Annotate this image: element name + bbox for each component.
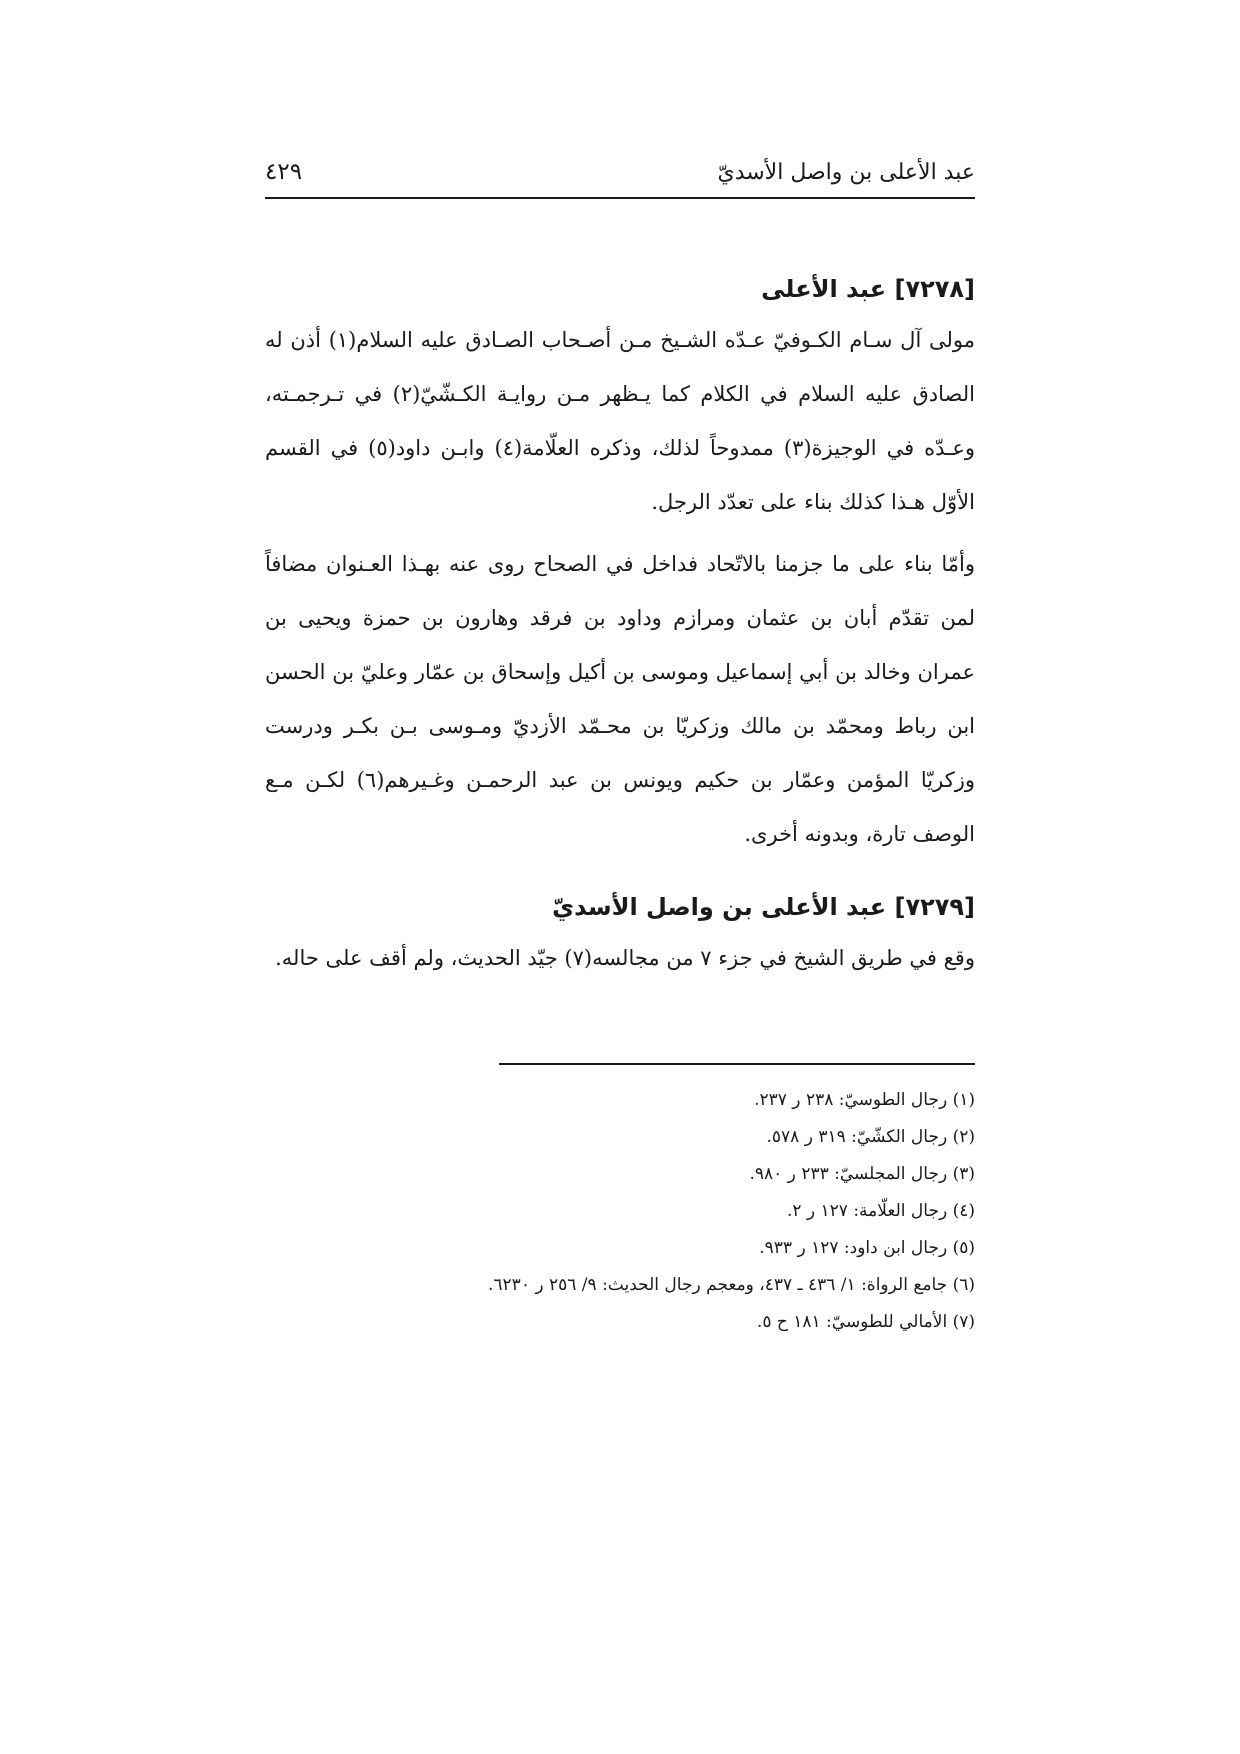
entry-paragraph: وقع في طريق الشيخ في جزء ٧ من مجالسه(٧) جيّد الحديث، ولم أقف على حاله. <box>275 946 975 970</box>
page-number: ٤٢٩ <box>265 159 303 185</box>
entry-7278 <box>265 265 975 861</box>
footnote: (٦) جامع الرواة: ١/ ٤٣٦ ـ ٤٣٧، ومعجم رجال الحديث: ٩/ ٢٥٦ ر ٦٢٣٠. <box>488 1275 975 1295</box>
running-header <box>265 150 975 194</box>
footnote: (١) رجال الطوسيّ: ٢٣٨ ر ٢٣٧. <box>754 1090 975 1110</box>
entry-heading: [٧٢٧٩] عبد الأعلى بن واصل الأسديّ <box>552 893 975 921</box>
running-header-title: عبد الأعلى بن واصل الأسديّ <box>717 159 975 185</box>
main-text <box>265 265 975 985</box>
entry-7279 <box>265 883 975 985</box>
footnotes-list <box>265 1082 975 1341</box>
footnote: (٢) رجال الكشّيّ: ٣١٩ ر ٥٧٨. <box>766 1127 975 1147</box>
entry-heading: [٧٢٧٨] عبد الأعلى <box>761 275 975 303</box>
entry-paragraph: وأمّا بناء على ما جزمنا بالاتّحاد فداخل في الصحاح روى عنه بهـذا العـنوان مضافاً لمن تقدّم أبان بن عثمان ومرازم وداود بن فرقد وهارون بن حمزة ويحيى بن عمران وخالد بن أبي إسماعيل وموسى بن أكيل وإسحاق بن عمّار وعليّ بن الحسن ابن رباط ومحمّد بن مالك وزكريّا بن محـمّد الأزديّ ومـوسى بـن بكـر ودرست وزكريّا المؤمن وعمّار بن حكيم ويونس بن عبد الرحمـن وغـيرهم(٦) لكـن مـع الوصف تارة، وبدونه أخرى. <box>265 552 975 846</box>
book-page <box>265 0 975 1754</box>
header-rule <box>265 197 975 199</box>
entry-paragraph: مولى آل سـام الكـوفيّ عـدّه الشـيخ مـن أصـحاب الصـادق عليه السلام(١) أذن له الصادق عليه السلام في الكلام كما يـظهر مـن روايـة الكـشّيّ(٢) في تـرجمـته، وعـدّه في الوجيزة(٣) ممدوحاً لذلك، وذكره العلّامة(٤) وابـن داود(٥) في القسم الأوّل هـذا كذلك بناء على تعدّد الرجل. <box>265 328 976 514</box>
footnote: (٤) رجال العلّامة: ١٢٧ ر ٢. <box>786 1201 975 1221</box>
footnote-rule <box>499 1063 975 1065</box>
footnote: (٣) رجال المجلسيّ: ٢٣٣ ر ٩٨٠. <box>749 1164 975 1184</box>
footnote: (٧) الأمالي للطوسيّ: ١٨١ ح ٥. <box>756 1312 975 1332</box>
footnote: (٥) رجال ابن داود: ١٢٧ ر ٩٣٣. <box>759 1238 975 1258</box>
